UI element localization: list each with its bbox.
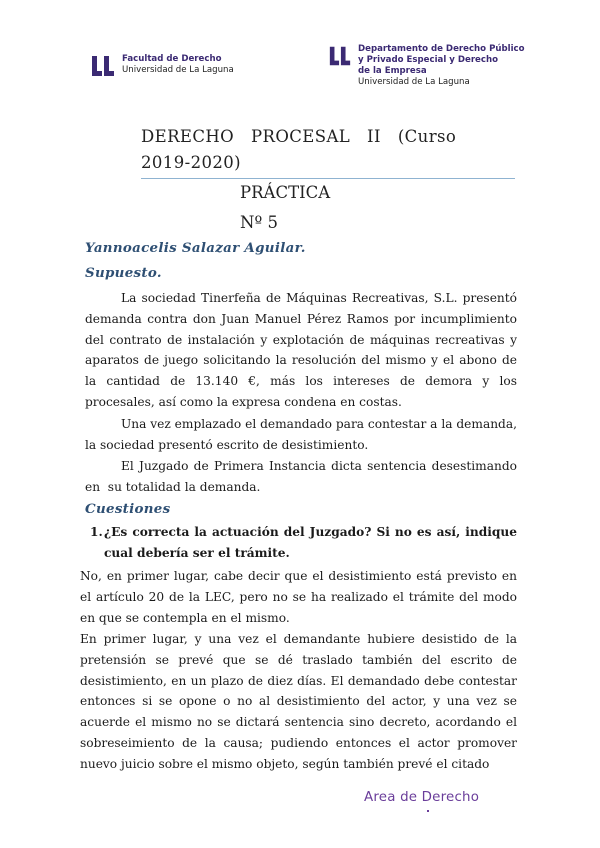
ull-logo-icon <box>90 54 116 78</box>
supuesto-paragraph-1: La sociedad Tinerfeña de Máquinas Recreativas, S.L. presentó demanda contra don Juan Manuel Pérez Ramos por incumplimiento del contrato de instalación y explotación de máquinas recreativas y aparatos de juego solicitando la resolución del mismo y el abono de la cantidad de 13.140 €, más los intereses de demora y los procesales, así como la expresa condena en costas. <box>85 291 517 409</box>
faculty-name: Facultad de Derecho <box>122 54 222 64</box>
answer-paragraph-1: No, en primer lugar, cabe decir que el desistimiento está previsto en el artículo 20 de la LEC, pero no se ha realizado el trámite del modo en que se contempla en el mismo. <box>80 569 517 625</box>
title-line-1: DERECHO PROCESAL II (Curso <box>141 127 457 146</box>
department-university: Universidad de La Laguna <box>358 77 470 87</box>
cuestiones-heading: Cuestiones <box>85 501 171 517</box>
department-name-line1: Departamento de Derecho Público <box>358 44 525 54</box>
department-name-line2: y Privado Especial y Derecho <box>358 55 499 65</box>
footer-label: Area de Derecho <box>364 790 480 805</box>
question-1-text: ¿Es correcta la actuación del Juzgado? Si no es así, indique cual debería ser el trámite. <box>104 525 517 560</box>
supuesto-paragraph-3: El Juzgado de Primera Instancia dicta sentencia desestimando en su totalidad la demanda. <box>85 459 525 494</box>
practica-label: PRÁCTICA <box>240 183 331 202</box>
ull-logo-icon <box>328 44 352 68</box>
question-1-number: 1. <box>90 525 103 539</box>
title-divider <box>141 178 515 179</box>
faculty-university: Universidad de La Laguna <box>122 65 234 75</box>
supuesto-heading: Supuesto. <box>85 265 162 281</box>
question-1 <box>90 522 517 564</box>
faculty-logo <box>90 54 234 78</box>
answer-paragraph-2: En primer lugar, y una vez el demandante hubiere desistido de la pretensión se prevé que se dé traslado también del escrito de desistimiento, en un plazo de diez días. El demandado debe contestar entonces si se opone o no al desistimiento del actor, y una vez se acuerde el mismo no se dictará sentencia sino decreto, acordando el sobreseimiento de la causa; pudiendo entonces el actor promover nuevo juicio sobre el mismo objeto, según también prevé el citado <box>80 632 517 771</box>
department-logo <box>328 44 525 88</box>
department-name-line3: de la Empresa <box>358 66 427 76</box>
title-line-2: 2019-2020) <box>141 153 241 172</box>
supuesto-paragraph-2: Una vez emplazado el demandado para contestar a la demanda, la sociedad presentó escrito de desistimiento. <box>85 417 517 452</box>
document-title <box>141 124 471 176</box>
author-name: Yannoacelis Salazar Aguilar. <box>85 240 306 256</box>
practica-number: Nº 5 <box>240 213 278 232</box>
footer-mark <box>427 810 429 812</box>
